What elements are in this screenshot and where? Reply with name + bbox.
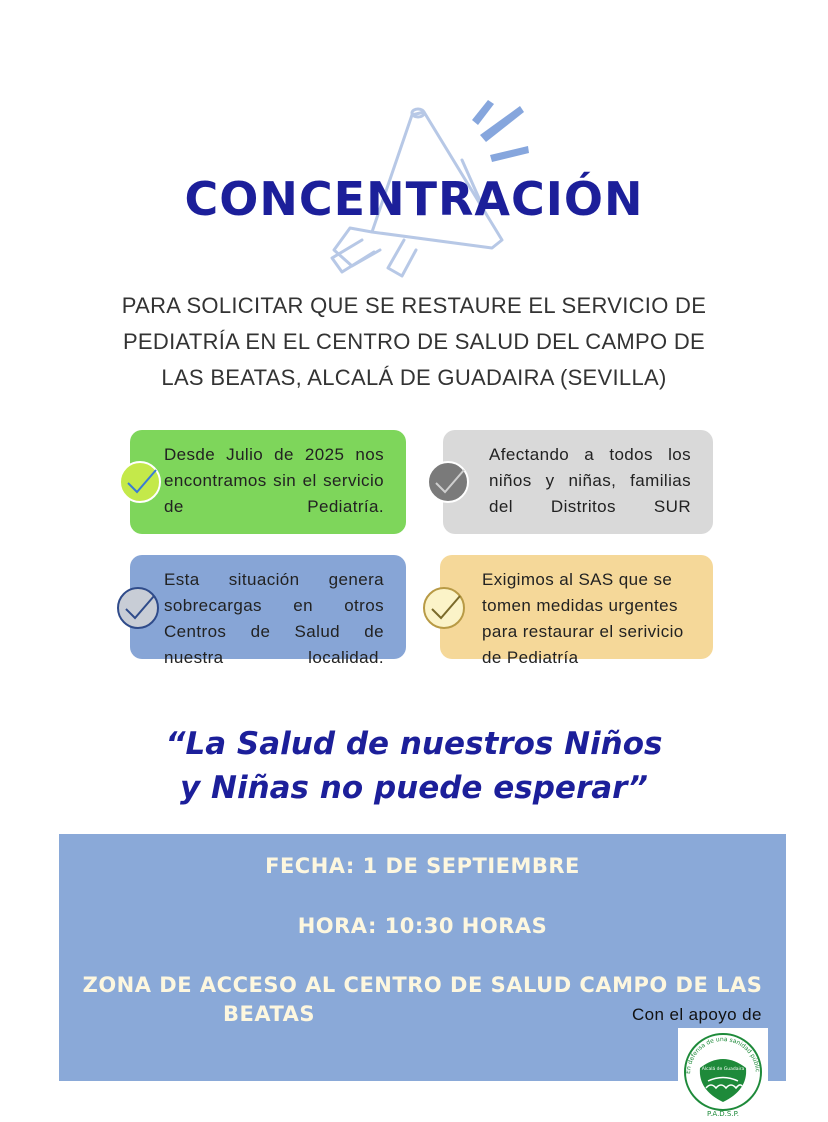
info-card-afectando (443, 430, 713, 534)
subtitle-line: PARA SOLICITAR QUE SE RESTAURE EL SERVICIO DE (121, 293, 707, 318)
card-text: Desde Julio de 2025 nos encontramos sin el servicio de Pediatría. (164, 445, 384, 516)
svg-text:Alcalá de Guadaira: Alcalá de Guadaira (701, 1067, 745, 1072)
quote-line: y Niñas no puede esperar” (180, 770, 648, 806)
quote-line: “La Salud de nuestros Niños (165, 726, 663, 762)
check-circle-icon (424, 458, 472, 506)
event-date: FECHA: 1 DE SEPTIEMBRE (265, 854, 580, 878)
card-text: Exigimos al SAS que se tomen medidas urgentes para restaurar el serivicio de Pediatría (482, 570, 684, 667)
support-label: Con el apoyo de (632, 1005, 762, 1024)
event-time: HORA: 10:30 HORAS (297, 914, 548, 938)
event-location-line2: BEATAS (222, 1002, 316, 1026)
subtitle-line: LAS BEATAS, ALCALÁ DE GUADAIRA (SEVILLA) (161, 365, 667, 390)
page-title: CONCENTRACIÓN (184, 172, 644, 226)
svg-text:En defensa de una sanidad públ: En defensa de una sanidad públic (684, 1035, 761, 1075)
info-card-exigimos (440, 555, 713, 667)
event-location-line1: ZONA DE ACCESO AL CENTRO DE SALUD CAMPO DE LAS (82, 973, 763, 997)
subtitle-line: PEDIATRÍA EN EL CENTRO DE SALUD DEL CAMPO DE (122, 329, 706, 354)
card-text: Esta situación genera sobrecargas en otros Centros de Salud de nuestra localidad. (164, 570, 384, 667)
event-info-box (59, 834, 786, 1081)
card-text: Afectando a todos los niños y niñas, familias del Distritos SUR (489, 445, 691, 516)
subtitle (100, 288, 728, 396)
check-circle-icon (116, 458, 164, 506)
slogan-quote (0, 722, 828, 810)
check-circle-icon (420, 584, 468, 632)
svg-text:P.A.D.S.P.: P.A.D.S.P. (707, 1110, 739, 1118)
info-card-julio (130, 430, 406, 534)
padsp-logo (678, 1028, 768, 1120)
check-circle-icon (114, 584, 162, 632)
info-card-situacion (130, 555, 406, 667)
